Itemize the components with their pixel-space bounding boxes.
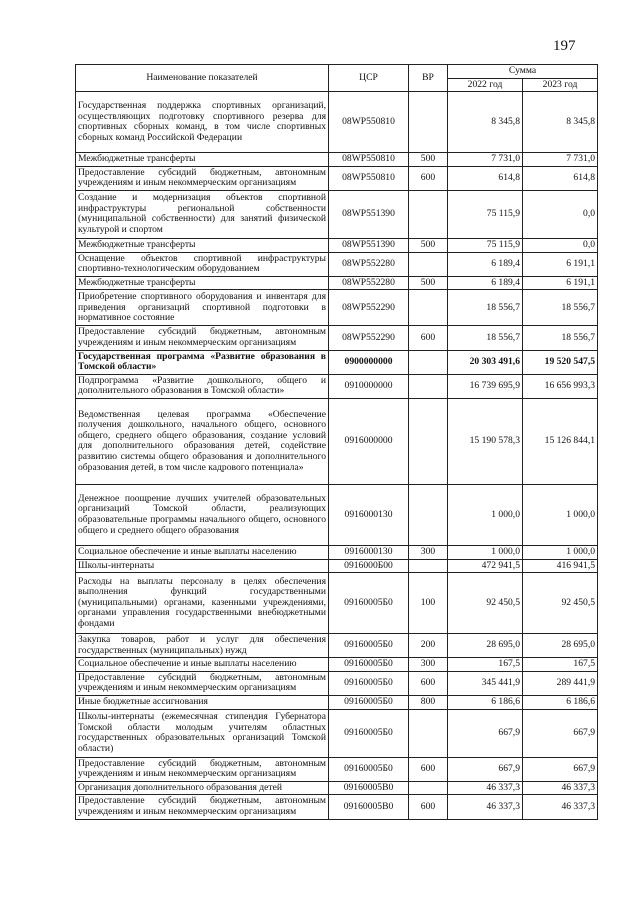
- table-row: [76, 671, 598, 695]
- header-name: Наименование показателей: [76, 65, 329, 92]
- cell-y2022: 28 695,0: [448, 634, 523, 658]
- cell-name: Межбюджетные трансферты: [76, 153, 329, 167]
- table-row: [76, 781, 598, 795]
- cell-y2023: 1 000,0: [523, 545, 598, 559]
- cell-vr: 800: [409, 696, 448, 710]
- table-row: [76, 634, 598, 658]
- cell-csr: 08WP550810: [329, 166, 409, 190]
- cell-csr: 0916000000: [329, 398, 409, 484]
- table-row: [76, 252, 598, 276]
- cell-vr: [409, 709, 448, 757]
- cell-y2022: 6 189,4: [448, 276, 523, 290]
- cell-y2022: 18 556,7: [448, 290, 523, 326]
- cell-y2023: 416 941,5: [523, 559, 598, 573]
- table-row: [76, 573, 598, 634]
- cell-vr: 100: [409, 573, 448, 634]
- cell-csr: 09160005Б0: [329, 634, 409, 658]
- cell-y2022: 667,9: [448, 709, 523, 757]
- cell-y2022: 16 739 695,9: [448, 374, 523, 398]
- cell-csr: 09160005Б0: [329, 671, 409, 695]
- cell-y2023: 1 000,0: [523, 484, 598, 545]
- cell-vr: 300: [409, 545, 448, 559]
- cell-y2022: 6 186,6: [448, 696, 523, 710]
- cell-vr: 300: [409, 658, 448, 672]
- cell-csr: 08WP552290: [329, 290, 409, 326]
- cell-vr: [409, 484, 448, 545]
- cell-y2023: 614,8: [523, 166, 598, 190]
- cell-name: Предоставление субсидий бюджетным, автономным учреждениям и иным некоммерческим организациям: [76, 671, 329, 695]
- cell-y2022: 20 303 491,6: [448, 350, 523, 374]
- cell-vr: 600: [409, 795, 448, 819]
- cell-y2022: 472 941,5: [448, 559, 523, 573]
- header-csr: ЦСР: [329, 65, 409, 92]
- cell-y2023: 16 656 993,3: [523, 374, 598, 398]
- table-row: [76, 795, 598, 819]
- cell-vr: [409, 190, 448, 238]
- cell-y2023: 92 450,5: [523, 573, 598, 634]
- table-row: [76, 559, 598, 573]
- cell-y2022: 15 190 578,3: [448, 398, 523, 484]
- cell-name: Школы-интернаты: [76, 559, 329, 573]
- cell-csr: 0916000130: [329, 484, 409, 545]
- cell-vr: 500: [409, 153, 448, 167]
- cell-vr: [409, 374, 448, 398]
- cell-name: Государственная программа «Развитие образования в Томской области»: [76, 350, 329, 374]
- table-row: [76, 350, 598, 374]
- cell-vr: 500: [409, 276, 448, 290]
- header-sum: Сумма: [448, 65, 598, 79]
- cell-y2023: 167,5: [523, 658, 598, 672]
- cell-y2023: 46 337,3: [523, 795, 598, 819]
- cell-csr: 09160005Б0: [329, 573, 409, 634]
- cell-name: Предоставление субсидий бюджетным, автономным учреждениям и иным некоммерческим организациям: [76, 326, 329, 350]
- table-row: [76, 374, 598, 398]
- cell-y2022: 75 115,9: [448, 238, 523, 252]
- cell-name: Закупка товаров, работ и услуг для обеспечения государственных (муниципальных) нужд: [76, 634, 329, 658]
- cell-y2022: 345 441,9: [448, 671, 523, 695]
- cell-csr: 08WP552280: [329, 276, 409, 290]
- cell-csr: 08WP550810: [329, 92, 409, 153]
- cell-y2023: 15 126 844,1: [523, 398, 598, 484]
- cell-y2022: 1 000,0: [448, 545, 523, 559]
- cell-vr: 600: [409, 166, 448, 190]
- cell-y2023: 289 441,9: [523, 671, 598, 695]
- cell-name: Межбюджетные трансферты: [76, 276, 329, 290]
- cell-vr: 600: [409, 326, 448, 350]
- cell-vr: 500: [409, 238, 448, 252]
- table-row: [76, 709, 598, 757]
- header-vr: ВР: [409, 65, 448, 92]
- cell-vr: [409, 252, 448, 276]
- cell-name: Социальное обеспечение и иные выплаты населению: [76, 545, 329, 559]
- cell-y2022: 46 337,3: [448, 795, 523, 819]
- table-row: [76, 658, 598, 672]
- cell-csr: 0916000130: [329, 545, 409, 559]
- cell-csr: 08WP552280: [329, 252, 409, 276]
- cell-name: Организация дополнительного образования детей: [76, 781, 329, 795]
- cell-csr: 08WP551390: [329, 238, 409, 252]
- table-row: [76, 484, 598, 545]
- cell-name: Создание и модернизация объектов спортивной инфраструктуры региональной собственности (муниципальной собственности) для занятий физической культурой и спортом: [76, 190, 329, 238]
- cell-name: Государственная поддержка спортивных организаций, осуществляющих подготовку спортивного резерва для спортивных сборных команд, в том числе спортивных сборных команд Российской Федерации: [76, 92, 329, 153]
- cell-vr: 200: [409, 634, 448, 658]
- cell-vr: [409, 781, 448, 795]
- cell-y2023: 0,0: [523, 238, 598, 252]
- cell-csr: 09160005Б0: [329, 696, 409, 710]
- table-row: [76, 290, 598, 326]
- cell-name: Подпрограмма «Развитие дошкольного, общего и дополнительного образования в Томской области»: [76, 374, 329, 398]
- header-year-2022: 2022 год: [448, 78, 523, 92]
- table-row: [76, 545, 598, 559]
- cell-name: Денежное поощрение лучших учителей образовательных организаций Томской области, реализующих образовательные программы начального общего, основного общего и среднего общего образования: [76, 484, 329, 545]
- table-header-row: [76, 65, 598, 79]
- cell-y2022: 46 337,3: [448, 781, 523, 795]
- cell-y2022: 614,8: [448, 166, 523, 190]
- cell-name: Межбюджетные трансферты: [76, 238, 329, 252]
- cell-name: Предоставление субсидий бюджетным, автономным учреждениям и иным некоммерческим организациям: [76, 795, 329, 819]
- table-row: [76, 166, 598, 190]
- cell-csr: 09160005В0: [329, 781, 409, 795]
- table-row: [76, 92, 598, 153]
- cell-y2022: 1 000,0: [448, 484, 523, 545]
- cell-y2022: 92 450,5: [448, 573, 523, 634]
- cell-y2023: 6 191,1: [523, 276, 598, 290]
- cell-csr: 0916000Б00: [329, 559, 409, 573]
- cell-y2023: 18 556,7: [523, 290, 598, 326]
- budget-table: [75, 64, 598, 820]
- cell-y2023: 46 337,3: [523, 781, 598, 795]
- cell-name: Предоставление субсидий бюджетным, автономным учреждениям и иным некоммерческим организациям: [76, 166, 329, 190]
- cell-csr: 09160005Б0: [329, 757, 409, 781]
- table-row: [76, 398, 598, 484]
- table-row: [76, 190, 598, 238]
- cell-name: Иные бюджетные ассигнования: [76, 696, 329, 710]
- cell-y2023: 18 556,7: [523, 326, 598, 350]
- cell-y2023: 19 520 547,5: [523, 350, 598, 374]
- cell-name: Социальное обеспечение и иные выплаты населению: [76, 658, 329, 672]
- table-row: [76, 153, 598, 167]
- cell-y2023: 6 191,1: [523, 252, 598, 276]
- page-number: 197: [553, 38, 576, 54]
- cell-csr: 09160005В0: [329, 795, 409, 819]
- cell-y2022: 8 345,8: [448, 92, 523, 153]
- cell-name: Оснащение объектов спортивной инфраструктуры спортивно-технологическим оборудованием: [76, 252, 329, 276]
- cell-vr: [409, 92, 448, 153]
- cell-y2023: 8 345,8: [523, 92, 598, 153]
- table-row: [76, 757, 598, 781]
- cell-name: Школы-интернаты (ежемесячная стипендия Губернатора Томской области молодым учителям областных государственных образовательных организаций Томской области): [76, 709, 329, 757]
- cell-vr: 600: [409, 757, 448, 781]
- table-row: [76, 326, 598, 350]
- table-row: [76, 238, 598, 252]
- cell-y2023: 667,9: [523, 757, 598, 781]
- cell-y2023: 6 186,6: [523, 696, 598, 710]
- header-year-2023: 2023 год: [523, 78, 598, 92]
- cell-vr: [409, 350, 448, 374]
- cell-vr: [409, 398, 448, 484]
- cell-csr: 08WP552290: [329, 326, 409, 350]
- cell-y2022: 7 731,0: [448, 153, 523, 167]
- cell-y2022: 167,5: [448, 658, 523, 672]
- cell-y2022: 6 189,4: [448, 252, 523, 276]
- cell-csr: 09160005Б0: [329, 658, 409, 672]
- cell-csr: 0900000000: [329, 350, 409, 374]
- cell-name: Приобретение спортивного оборудования и инвентаря для приведения организаций спортивной подготовки в нормативное состояние: [76, 290, 329, 326]
- cell-y2023: 667,9: [523, 709, 598, 757]
- cell-name: Расходы на выплаты персоналу в целях обеспечения выполнения функций государственными (муниципальными) органами, казенными учреждениями, органами управления государственными внебюджетными фондами: [76, 573, 329, 634]
- table-row: [76, 696, 598, 710]
- cell-csr: 0910000000: [329, 374, 409, 398]
- cell-y2022: 75 115,9: [448, 190, 523, 238]
- cell-vr: 600: [409, 671, 448, 695]
- cell-csr: 09160005Б0: [329, 709, 409, 757]
- table-row: [76, 276, 598, 290]
- cell-csr: 08WP550810: [329, 153, 409, 167]
- cell-name: Ведомственная целевая программа «Обеспечение получения дошкольного, начального общего, основного общего, среднего общего образования, создание условий для дополнительного образования детей, содействие развитию системы общего образования и дополнительного образования детей, в том числе кадрового потенциала»: [76, 398, 329, 484]
- cell-y2023: 28 695,0: [523, 634, 598, 658]
- cell-vr: [409, 559, 448, 573]
- cell-y2023: 0,0: [523, 190, 598, 238]
- cell-y2023: 7 731,0: [523, 153, 598, 167]
- cell-name: Предоставление субсидий бюджетным, автономным учреждениям и иным некоммерческим организациям: [76, 757, 329, 781]
- cell-vr: [409, 290, 448, 326]
- cell-y2022: 18 556,7: [448, 326, 523, 350]
- cell-y2022: 667,9: [448, 757, 523, 781]
- cell-csr: 08WP551390: [329, 190, 409, 238]
